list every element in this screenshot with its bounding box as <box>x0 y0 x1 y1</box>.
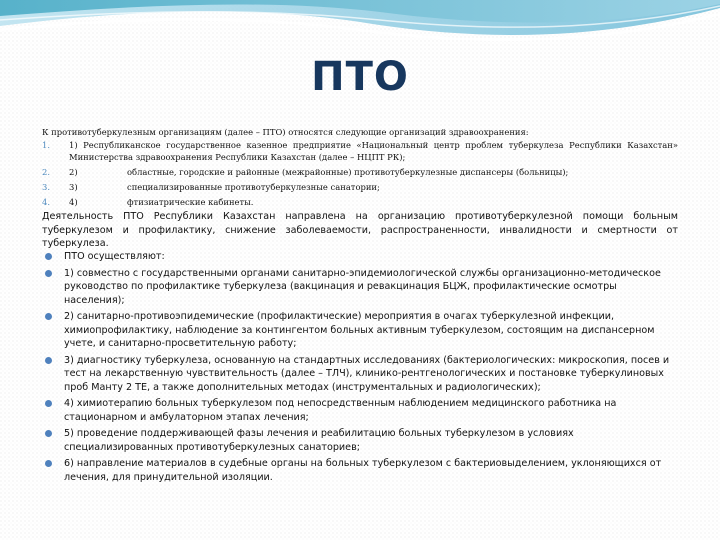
bullet-text: 6) направление материалов в судебные органы на больных туберкулезом с бактериовыделением, уклоняющихся от лечения, для принудительной изоляции. <box>64 458 662 483</box>
bullet-text: 2) санитарно-противоэпидемические (профилактические) мероприятия в очагах туберкулезной инфекции, химиопрофилактику, наблюдение за контингентом больных активным туберкулезом, состоящим на диспансерном учете, и санитарно-просветительную работу; <box>64 311 655 349</box>
bullet-item <box>42 267 678 308</box>
bullet-dot-icon <box>45 460 52 467</box>
list-sub-number: 1) <box>69 140 78 150</box>
numbered-list-item <box>42 139 678 163</box>
list-sub-number: 4) <box>69 197 78 207</box>
list-number: 3. <box>42 182 50 192</box>
bullet-item <box>42 250 678 264</box>
numbered-list <box>42 139 678 211</box>
list-sub-number: 2) <box>69 167 78 177</box>
numbered-list-item <box>42 196 678 208</box>
list-item-text: фтизиатрические кабинеты. <box>127 197 254 207</box>
bullet-item <box>42 354 678 395</box>
bullet-dot-icon <box>45 313 52 320</box>
bullet-text: 4) химиотерапию больных туберкулезом под непосредственным наблюдением медицинского работника на стационарном и амбулаторном этапах лечения; <box>64 398 617 423</box>
numbered-list-item <box>42 166 678 178</box>
bullet-dot-icon <box>45 253 52 260</box>
bullet-text: 3) диагностику туберкулеза, основанную на стандартных исследованиях (бактериологических: микроскопия, посев и тест на лекарственную чувствительность (далее – ТЛЧ), клинико-рентгенологических и постановке туберкулиновых проб Манту 2 ТЕ, а также дополнительных методах (инструментальных и радиологических); <box>64 354 670 393</box>
bullet-item <box>42 397 678 424</box>
intro-text: К противотуберкулезным организациям (далее – ПТО) относятся следующие организаций здравоохранения: <box>42 127 529 137</box>
bullet-text: 1) совместно с государственными органами санитарно-эпидемиологической службы организационно-методическое руководство по профилактике туберкулеза (вакцинация и ревакцинация БЦЖ, профилактические осмотры населения); <box>64 267 661 306</box>
bullet-item <box>42 310 678 351</box>
bullet-dot-icon <box>45 357 52 364</box>
bullet-item <box>42 457 678 484</box>
bullet-item <box>42 427 678 454</box>
bullet-dot-icon <box>45 400 52 407</box>
bullet-list <box>42 250 678 487</box>
list-item-text: областные, городские и районные (межрайонные) противотуберкулезные диспансеры (больницы); <box>127 167 569 177</box>
numbered-list-item <box>42 181 678 193</box>
bullet-text: 5) проведение поддерживающей фазы лечения и реабилитацию больных туберкулезом в условиях специализированных противотуберкулезных санаториев; <box>64 428 574 453</box>
list-number: 1. <box>42 140 50 150</box>
list-item-text: Республиканское государственное казенное предприятие «Национальный центр проблем туберкулеза Республики Казахстан» Министерства здравоохранения Республики Казахстан (далее – НЦПТ РК); <box>69 140 678 162</box>
list-sub-number: 3) <box>69 182 78 192</box>
list-number: 2. <box>42 167 50 177</box>
bullet-dot-icon <box>45 270 52 277</box>
list-item-text: специализированные противотуберкулезные санатории; <box>127 182 380 192</box>
slide-title: ПТО <box>311 54 409 100</box>
bullet-text: ПТО осуществляют: <box>64 251 165 262</box>
activity-paragraph: Деятельность ПТО Республики Казахстан направлена на организацию противотуберкулезной помощи больным туберкулезом и профилактику, снижение заболеваемости, распространенности, инвалидности и смертности от туберкулеза. <box>42 211 678 249</box>
bullet-dot-icon <box>45 430 52 437</box>
list-number: 4. <box>42 197 50 207</box>
